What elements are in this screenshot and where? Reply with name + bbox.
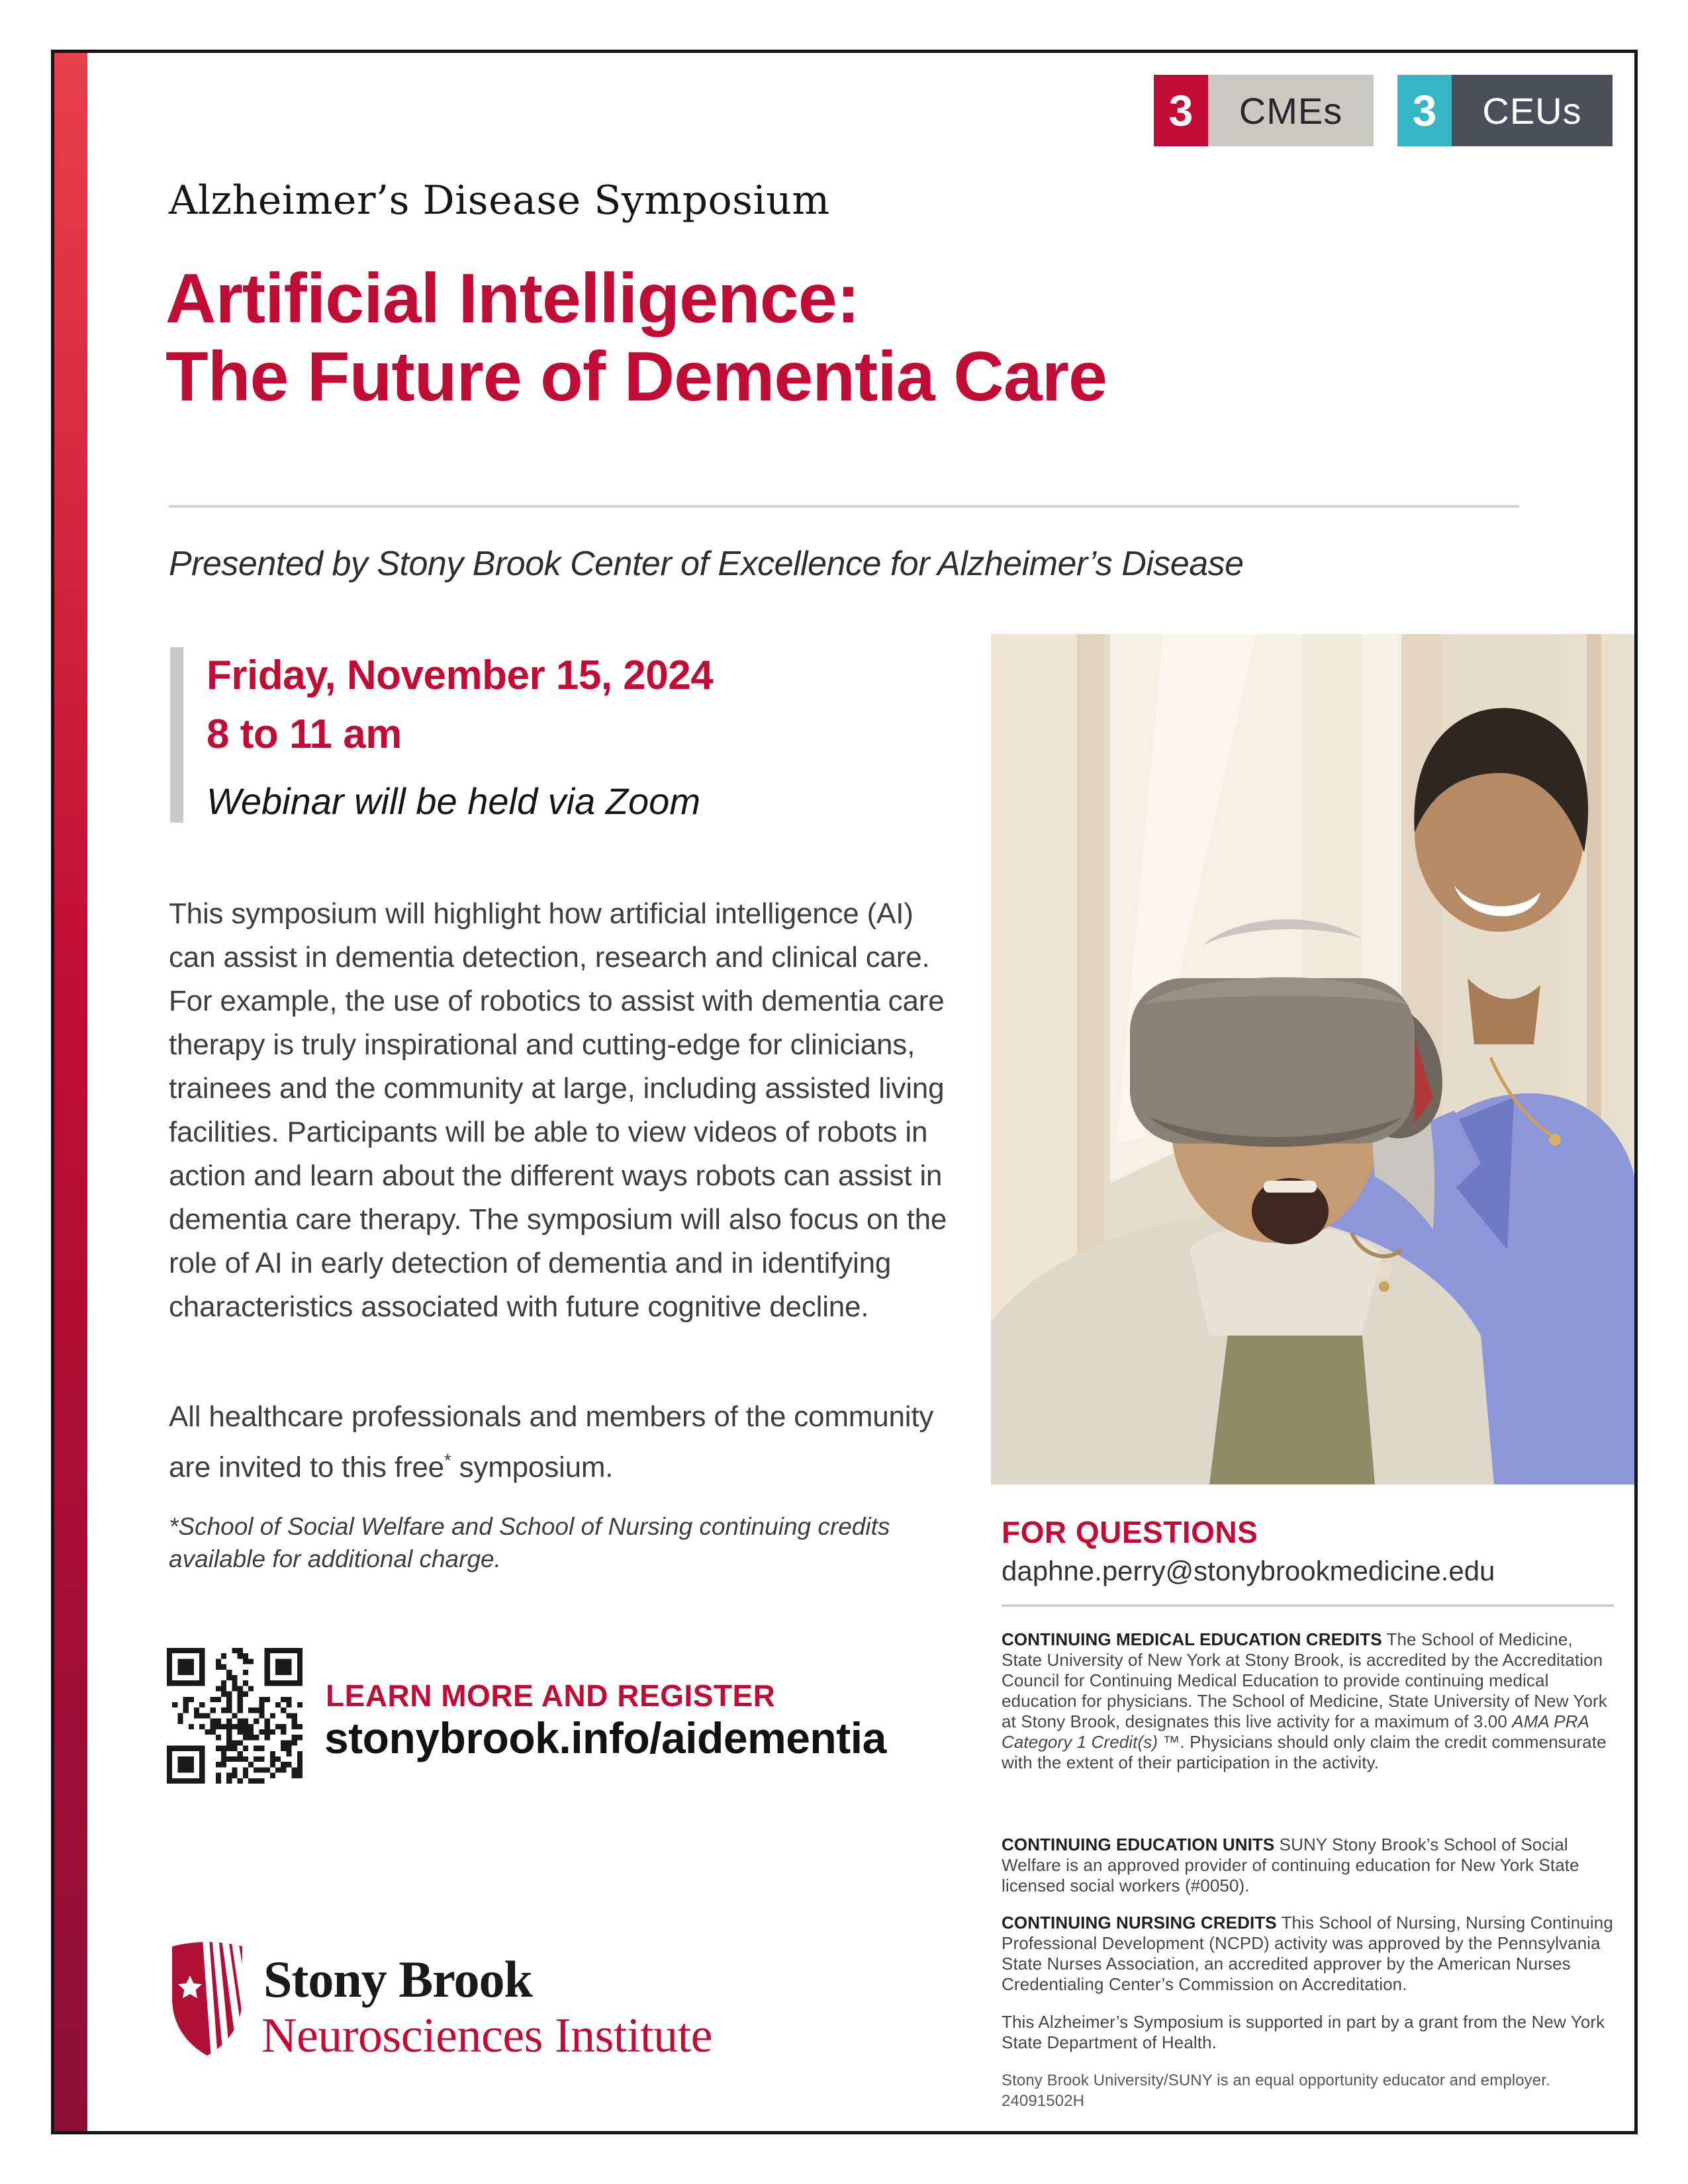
footnote-asterisk: * bbox=[444, 1450, 451, 1471]
register-url[interactable]: stonybrook.info/aidementia bbox=[324, 1713, 886, 1762]
title-divider bbox=[169, 505, 1519, 508]
cme-heading: CONTINUING MEDICAL EDUCATION CREDITS bbox=[1002, 1629, 1382, 1649]
stony-brook-shield-icon bbox=[169, 1936, 246, 2059]
cme-credit: AMA PRA Category 1 Credit(s) ™ bbox=[1002, 1711, 1589, 1752]
date-accent-rule bbox=[170, 647, 183, 823]
qr-code[interactable] bbox=[167, 1648, 303, 1784]
left-accent-bar bbox=[54, 53, 87, 2131]
event-date: Friday, November 15, 2024 bbox=[207, 653, 714, 698]
logo-wordmark-neurosciences: Neurosciences Institute bbox=[261, 2009, 712, 2063]
nursing-heading: CONTINUING NURSING CREDITS bbox=[1002, 1913, 1277, 1933]
questions-heading: FOR QUESTIONS bbox=[1002, 1515, 1258, 1549]
questions-divider bbox=[1002, 1604, 1614, 1607]
ceu-label: CEUs bbox=[1452, 75, 1613, 146]
page-title bbox=[165, 259, 1523, 416]
presented-by: Presented by Stony Brook Center of Excellence for Alzheimer’s Disease bbox=[169, 545, 1244, 583]
symposium-eyebrow: Alzheimer’s Disease Symposium bbox=[169, 177, 830, 224]
ceu-heading: CONTINUING EDUCATION UNITS bbox=[1002, 1835, 1275, 1854]
cme-count: 3 bbox=[1154, 75, 1208, 146]
invitation-text: All healthcare professionals and members of the community are invited to this free bbox=[169, 1400, 934, 1484]
credit-badges bbox=[1154, 75, 1613, 146]
invitation-paragraph bbox=[169, 1395, 960, 1490]
title-line-1: Artificial Intelligence: bbox=[165, 259, 860, 338]
cme-label: CMEs bbox=[1208, 75, 1374, 146]
logo-wordmark-stony-brook: Stony Brook bbox=[263, 1950, 532, 2008]
grant-note: This Alzheimer’s Symposium is supported in part by a grant from the New York State Department of Health. bbox=[1002, 2012, 1605, 2052]
cme-badge bbox=[1154, 75, 1374, 146]
nursing-paragraph bbox=[1002, 1913, 1614, 1995]
symposium-description: This symposium will highlight how artificial intelligence (AI) can assist in dementia detection, research and clinical care. For example, the use of robotics to assist with dementia care therapy is truly inspirational and cutting-edge for clinicians, trainees and the community at large, including assisted living facilities. Participants will be able to view videos of robots in action and learn about the different ways robots can assist in dementia care therapy. The symposium will also focus on the role of AI in early detection of dementia and in identifying characteristics associated with future cognitive decline. bbox=[169, 897, 947, 1323]
event-time: 8 to 11 am bbox=[207, 711, 402, 757]
ceu-badge bbox=[1397, 75, 1613, 146]
event-format-note: Webinar will be held via Zoom bbox=[207, 780, 700, 822]
nursing-body: This School of Nursing, Nursing Continuing Professional Development (NCPD) activity was approved by the Pennsylvania State Nurses Association, an accredited approver by the American Nurses Credentialing Center’s Commission on Accreditation. bbox=[1002, 1913, 1613, 1994]
event-photo bbox=[991, 634, 1634, 1484]
ceu-count: 3 bbox=[1397, 75, 1452, 146]
title-line-2: The Future of Dementia Care bbox=[165, 338, 1107, 416]
eeo-line: Stony Brook University/SUNY is an equal opportunity educator and employer. 24091502H bbox=[1002, 2071, 1550, 2110]
ceu-paragraph bbox=[1002, 1835, 1614, 1896]
questions-email[interactable]: daphne.perry@stonybrookmedicine.edu bbox=[1002, 1555, 1495, 1586]
register-cta: LEARN MORE AND REGISTER bbox=[326, 1678, 776, 1713]
ceu-body: SUNY Stony Brook’s School of Social Welfare is an approved provider of continuing education for New York State licensed social workers (#0050). bbox=[1002, 1835, 1579, 1895]
credits-footnote: *School of Social Welfare and School of Nursing continuing credits available for additional charge. bbox=[169, 1513, 890, 1572]
cme-body-1: The School of Medicine, State University of New York at Stony Brook, is accredited by the Accreditation Council for Continuing Medical Education to provide continuing medical education for physicians. The School of Medicine, State University of New York at Stony Brook, designates this live activity for a maximum of 3.00 bbox=[1002, 1629, 1607, 1731]
cme-paragraph bbox=[1002, 1629, 1614, 1773]
invitation-text-end: symposium. bbox=[451, 1451, 614, 1484]
cme-body-2: . Physicians should only claim the credit commensurate with the extent of their participation in the activity. bbox=[1002, 1732, 1607, 1772]
